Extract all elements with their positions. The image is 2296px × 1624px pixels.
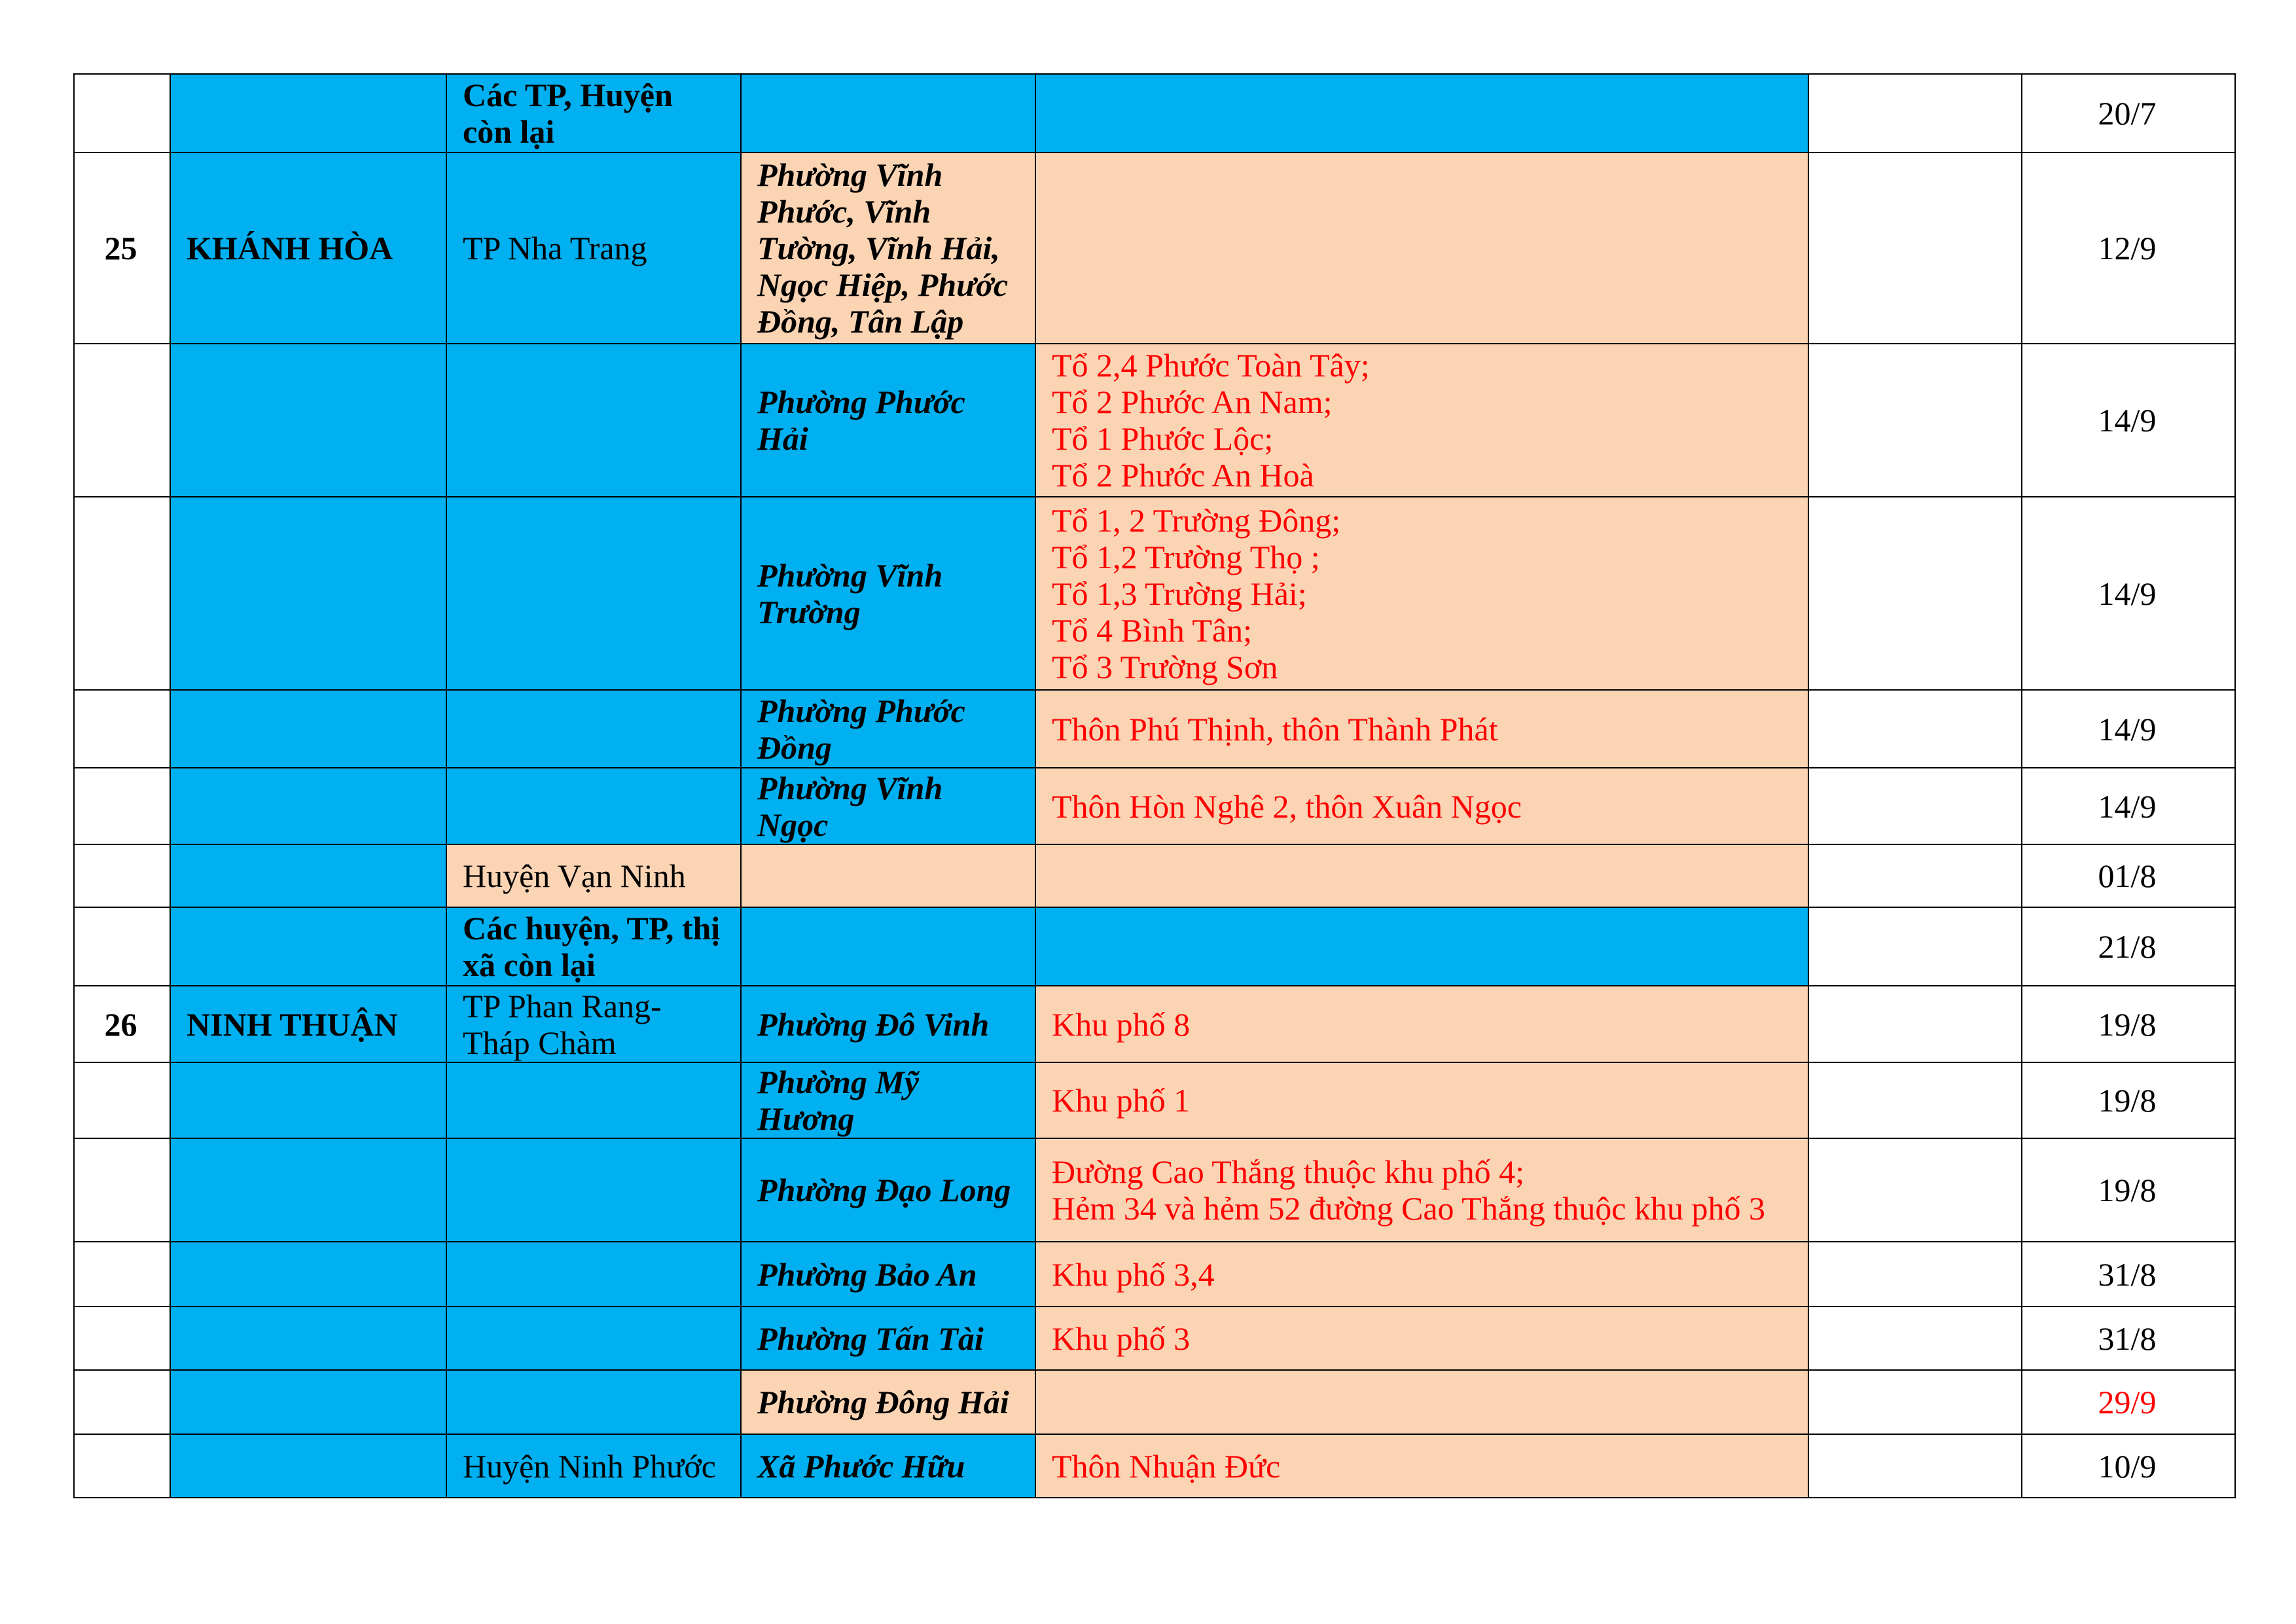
area-line: Tổ 2 Phước An Nam; [1052,384,1333,420]
district-cell [446,1307,741,1370]
date-cell: 19/8 [2022,1138,2235,1242]
table-row [74,1434,2235,1498]
table-row [74,153,2235,344]
table-row [74,74,2235,153]
area-line: Tổ 1,3 Trường Hải; [1052,575,1307,612]
stt-cell [74,844,170,907]
blank-cell [1808,1307,2022,1370]
stt-cell [74,1370,170,1434]
stt-cell [74,690,170,768]
date-cell: 19/8 [2022,986,2235,1062]
district-cell [446,1370,741,1434]
date-cell: 21/8 [2022,907,2235,986]
date-cell: 29/9 [2022,1370,2235,1434]
stt-cell [74,1307,170,1370]
table-row [74,497,2235,690]
table-row [74,1062,2235,1138]
blank-cell [1808,1242,2022,1307]
province-cell: NINH THUẬN [170,986,446,1062]
area-cell [1035,497,1808,690]
district-cell [446,344,741,497]
province-cell [170,1062,446,1138]
area-line: Thôn Nhuận Đức [1052,1447,1281,1485]
table-row [74,1242,2235,1307]
area-line: Đường Cao Thắng thuộc khu phố 4; [1052,1153,1524,1190]
area-cell [1035,1138,1808,1242]
date-cell: 10/9 [2022,1434,2235,1498]
stt-cell [74,74,170,153]
area-line: Tổ 4 Bình Tân; [1052,611,1253,649]
table-row [74,986,2235,1062]
district-cell: Các TP, Huyện còn lại [446,74,741,153]
blank-cell [1808,1138,2022,1242]
district-cell: Các huyện, TP, thị xã còn lại [446,907,741,986]
province-cell [170,344,446,497]
area-line: Khu phố 1 [1052,1082,1191,1119]
area-cell [1035,907,1808,986]
blank-cell [1808,1434,2022,1498]
table-row [74,768,2235,844]
ward-cell: Phường Đô Vinh [741,986,1035,1062]
ward-cell: Xã Phước Hữu [741,1434,1035,1498]
area-cell [1035,986,1808,1062]
table-row [74,1138,2235,1242]
blank-cell [1808,74,2022,153]
ward-cell [741,844,1035,907]
ward-cell: Phường Tấn Tài [741,1307,1035,1370]
area-line: Khu phố 3,4 [1052,1255,1215,1293]
blank-cell [1808,907,2022,986]
ward-cell: Phường Phước Đồng [741,690,1035,768]
district-cell [446,1242,741,1307]
area-cell [1035,1370,1808,1434]
ward-cell: Phường Phước Hải [741,344,1035,497]
blank-cell [1808,844,2022,907]
stt-cell [74,497,170,690]
area-cell [1035,1062,1808,1138]
area-cell [1035,344,1808,497]
area-line: Tổ 2 Phước An Hoà [1052,457,1314,494]
province-cell [170,1242,446,1307]
province-cell [170,1307,446,1370]
district-cell: Huyện Ninh Phước [446,1434,741,1498]
district-cell [446,690,741,768]
district-cell [446,1138,741,1242]
ward-cell: Phường Bảo An [741,1242,1035,1307]
province-cell [170,1370,446,1434]
area-line: Khu phố 3 [1052,1320,1191,1357]
ward-cell: Phường Vĩnh Ngọc [741,768,1035,844]
ward-cell: Phường Mỹ Hương [741,1062,1035,1138]
province-cell: KHÁNH HÒA [170,153,446,344]
area-line: Tổ 1,2 Trường Thọ ; [1052,538,1320,575]
date-cell: 31/8 [2022,1242,2235,1307]
ward-cell: Phường Vĩnh Trường [741,497,1035,690]
area-cell [1035,153,1808,344]
area-line: Tổ 3 Trường Sơn [1052,648,1278,685]
district-cell: TP Phan Rang-Tháp Chàm [446,986,741,1062]
blank-cell [1808,497,2022,690]
blank-cell [1808,986,2022,1062]
district-cell: TP Nha Trang [446,153,741,344]
district-cell [446,768,741,844]
blank-cell [1808,344,2022,497]
area-cell [1035,768,1808,844]
ward-cell: Phường Đông Hải [741,1370,1035,1434]
province-cell [170,1138,446,1242]
area-cell [1035,1434,1808,1498]
ward-cell: Phường Đạo Long [741,1138,1035,1242]
province-cell [170,907,446,986]
ward-cell [741,907,1035,986]
province-cell [170,768,446,844]
area-line: Tổ 1, 2 Trường Đông; [1052,501,1341,539]
stt-cell [74,344,170,497]
area-line: Khu phố 8 [1052,1005,1191,1043]
district-cell [446,497,741,690]
date-cell: 14/9 [2022,690,2235,768]
district-cell [446,1062,741,1138]
table-row [74,344,2235,497]
date-cell: 31/8 [2022,1307,2235,1370]
blank-cell [1808,768,2022,844]
province-cell [170,74,446,153]
stt-cell [74,1062,170,1138]
date-cell: 12/9 [2022,153,2235,344]
province-cell [170,497,446,690]
stt-cell [74,1138,170,1242]
date-cell: 14/9 [2022,768,2235,844]
ward-cell [741,74,1035,153]
province-cell [170,1434,446,1498]
stt-cell [74,1434,170,1498]
stt-cell: 26 [74,986,170,1062]
area-cell [1035,844,1808,907]
stt-cell [74,1242,170,1307]
table-row [74,1370,2235,1434]
district-cell: Huyện Vạn Ninh [446,844,741,907]
province-cell [170,690,446,768]
ward-cell: Phường Vĩnh Phước, Vĩnh Tường, Vĩnh Hải, Ngọc Hiệp, Phước Đồng, Tân Lập [741,153,1035,344]
area-line: Tổ 2,4 Phước Toàn Tây; [1052,347,1370,384]
table-row [74,907,2235,986]
schedule-table [73,73,2236,1498]
date-cell: 14/9 [2022,497,2235,690]
date-cell: 14/9 [2022,344,2235,497]
blank-cell [1808,153,2022,344]
table-row [74,844,2235,907]
area-cell [1035,690,1808,768]
area-line: Thôn Phú Thịnh, thôn Thành Phát [1052,710,1498,748]
stt-cell: 25 [74,153,170,344]
area-cell [1035,1242,1808,1307]
area-line: Tổ 1 Phước Lộc; [1052,420,1274,457]
area-cell [1035,74,1808,153]
area-line: Thôn Hòn Nghê 2, thôn Xuân Ngọc [1052,787,1522,825]
blank-cell [1808,690,2022,768]
table-row [74,1307,2235,1370]
blank-cell [1808,1370,2022,1434]
stt-cell [74,768,170,844]
province-cell [170,844,446,907]
date-cell: 01/8 [2022,844,2235,907]
area-line: Hẻm 34 và hẻm 52 đường Cao Thắng thuộc khu phố 3 [1052,1190,1765,1227]
area-cell [1035,1307,1808,1370]
date-cell: 20/7 [2022,74,2235,153]
date-cell: 19/8 [2022,1062,2235,1138]
table-row [74,690,2235,768]
blank-cell [1808,1062,2022,1138]
stt-cell [74,907,170,986]
